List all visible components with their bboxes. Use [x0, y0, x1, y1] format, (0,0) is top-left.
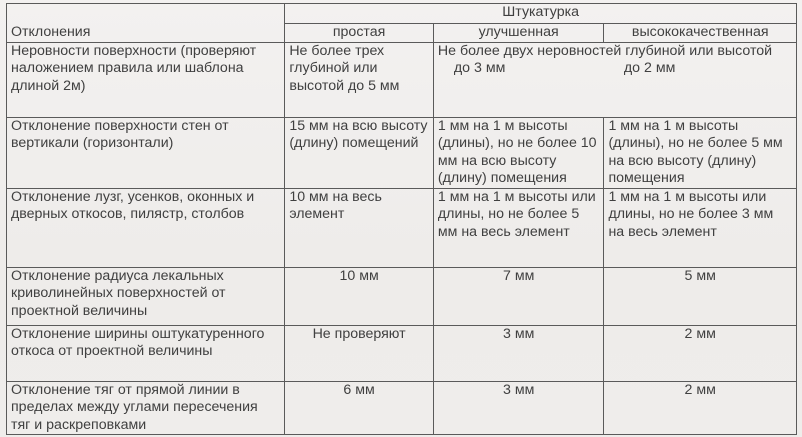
high-quality-cell: 2 мм: [604, 325, 797, 381]
improved-cell: 3 мм: [433, 325, 604, 381]
header-high-quality: высококачественная: [604, 24, 797, 43]
header-deviations: Отклонения: [7, 24, 285, 43]
header-corner-cell: [7, 4, 285, 24]
high-quality-cell: 1 мм на 1 м высоты или длины, но не более 3 мм на весь элемент: [604, 188, 797, 267]
header-group-plaster: Штукатурка: [285, 4, 797, 24]
improved-cell: 1 мм на 1 м высоты (длины), но не более 10 мм на всю высоту (длину) помещения: [433, 117, 604, 188]
table-row: [7, 188, 797, 267]
table-row: [7, 267, 797, 325]
high-quality-cell: 2 мм: [604, 381, 797, 435]
merged-text: Не более двух неровностей глубиной или высотой: [437, 42, 773, 59]
deviation-cell: Отклонение ширины оштукатуренного откоса от проектной величины: [7, 325, 285, 381]
table-row: [7, 42, 797, 117]
simple-cell: 6 мм: [285, 381, 434, 435]
deviation-cell: Неровности поверхности (проверяют наложением правила или шаблона длиной 2м): [7, 42, 285, 117]
header-row-group: [7, 4, 797, 24]
high-quality-cell: 5 мм: [604, 267, 797, 325]
merged-values: [438, 60, 792, 78]
table-row: [7, 325, 797, 381]
table-row: [7, 117, 797, 188]
table-row: [7, 381, 797, 435]
high-quality-cell: 1 мм на 1 м высоты (длины), но не более 5 мм на всю высоту (длину) помещения: [604, 117, 797, 188]
improved-cell: 3 мм: [433, 381, 604, 435]
simple-cell: 10 мм: [285, 267, 434, 325]
simple-cell: 15 мм на всю высоту (длину) помещений: [285, 117, 434, 188]
simple-cell: 10 мм на весь элемент: [285, 188, 434, 267]
header-simple: простая: [285, 24, 434, 43]
deviation-cell: Отклонение поверхности стен от вертикали (горизонтали): [7, 117, 285, 188]
header-improved: улучшенная: [433, 24, 604, 43]
deviation-cell: Отклонение радиуса лекальных криволинейных поверхностей от проектной величины: [7, 267, 285, 325]
simple-cell: Не более трех глубиной или высотой до 5 мм: [285, 42, 434, 117]
simple-cell: Не проверяют: [285, 325, 434, 381]
improved-cell: 1 мм на 1 м высоты или длины, но не более 5 мм на весь элемент: [433, 188, 604, 267]
header-row-columns: [7, 24, 797, 43]
deviation-cell: Отклонение тяг от прямой линии в пределах между углами пересечения тяг и раскреповками: [7, 381, 285, 435]
plaster-tolerance-table: [6, 3, 797, 435]
deviation-cell: Отклонение лузг, усенков, оконных и дверных откосов, пилястр, столбов: [7, 188, 285, 267]
improved-high-merged-cell: [433, 42, 796, 117]
improved-cell: 7 мм: [433, 267, 604, 325]
improved-value: до 3 мм: [453, 60, 506, 76]
high-value: до 2 мм: [623, 60, 676, 76]
